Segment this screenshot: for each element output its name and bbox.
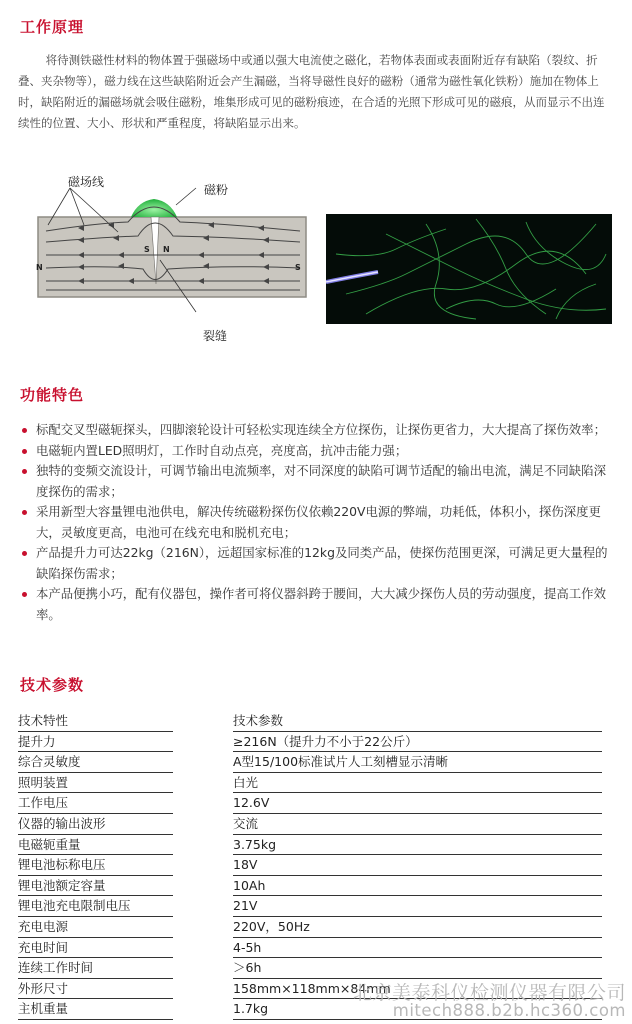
table-row: 外形尺寸 158mm×118mm×84mm [18, 978, 602, 999]
table-row: 照明装置 白光 [18, 772, 602, 793]
powder-pile [131, 199, 177, 217]
label-crack: 裂缝 [203, 329, 228, 343]
table-row: 锂电池标称电压 18V [18, 855, 602, 876]
bullet-dot [22, 428, 27, 433]
table-row: 综合灵敏度 A型15/100标准试片人工刻槽显示清晰 [18, 752, 602, 773]
table-row: 主机重量 1.7kg [18, 999, 602, 1020]
pole-n-left: N [36, 263, 43, 272]
table-row: 工作电压 12.6V [18, 793, 602, 814]
table-row: 锂电池额定容量 10Ah [18, 875, 602, 896]
specs-title: 技术参数 [20, 676, 85, 694]
watermark-company: 北京美泰科仪检测仪器有限公司 [352, 982, 626, 1004]
list-item: 产品提升力可达22kg（216N），远超国家标准的12kg及同类产品，使探伤范围更深，可满足更大量程的缺陷探伤需求； [22, 543, 614, 584]
magnetic-leakage-diagram [18, 170, 318, 350]
bullet-dot [22, 592, 27, 597]
table-row: 连续工作时间 ＞6h [18, 958, 602, 979]
magnetic-particle-photo [326, 214, 612, 324]
table-header-row: 技术特性 技术参数 [18, 711, 602, 731]
list-item: 本产品便携小巧，配有仪器包，操作者可将仪器斜跨于腰间，大大减少探伤人员的劳动强度，提高工作效率。 [22, 584, 614, 625]
list-item: 电磁轭内置LED照明灯，工作时自动点亮，亮度高，抗冲击能力强； [22, 441, 614, 462]
label-powder: 磁粉 [204, 183, 229, 197]
bullet-dot [22, 510, 27, 515]
pole-n-crack: N [163, 245, 170, 254]
table-row: 充电电源 220V，50Hz [18, 916, 602, 937]
bullet-dot [22, 469, 27, 474]
features-list [22, 420, 614, 625]
bullet-dot [22, 551, 27, 556]
table-row: 锂电池充电限制电压 21V [18, 896, 602, 917]
table-row: 提升力 ≥216N（提升力不小于22公斤） [18, 731, 602, 752]
pole-s-right: S [295, 263, 301, 272]
steel-plate [38, 217, 306, 297]
label-field-lines: 磁场线 [68, 175, 105, 189]
pole-s-crack: S [144, 245, 150, 254]
table-row: 充电时间 4-5h [18, 937, 602, 958]
principle-title: 工作原理 [20, 18, 85, 36]
features-title: 功能特色 [20, 386, 85, 404]
list-item: 独特的变频交流设计，可调节输出电流频率，对不同深度的缺陷可调节适配的输出电流，满足不同缺陷深度探伤的需求； [22, 461, 614, 502]
table-row: 电磁轭重量 3.75kg [18, 834, 602, 855]
principle-paragraph: 将待测铁磁性材料的物体置于强磁场中或通以强大电流使之磁化，若物体表面或表面附近存有缺陷（裂纹、折叠、夹杂物等），磁力线在这些缺陷附近会产生漏磁，当将导磁性良好的磁粉（通常为磁性氧化铁粉）施加在物体上时，缺陷附近的漏磁场就会吸住磁粉，堆集形成可见的磁粉痕迹，在合适的光照下形成可见的磁痕，从而显示不出连续性的位置、大小、形状和严重程度，将缺陷显示出来。 [18, 53, 605, 130]
spec-table [18, 711, 602, 1020]
watermark-url: mitech888.b2b.hc360.com [392, 1001, 626, 1020]
table-row: 仪器的输出波形 交流 [18, 813, 602, 834]
list-item: 标配交叉型磁轭探头，四脚滚轮设计可轻松实现连续全方位探伤，让探伤更省力，大大提高了探伤效率； [22, 420, 614, 441]
list-item: 采用新型大容量锂电池供电，解决传统磁粉探伤仪依赖220V电源的弊端，功耗低，体积小，探伤深度更大，灵敏度更高，电池可在线充电和脱机充电； [22, 502, 614, 543]
bullet-dot [22, 449, 27, 454]
